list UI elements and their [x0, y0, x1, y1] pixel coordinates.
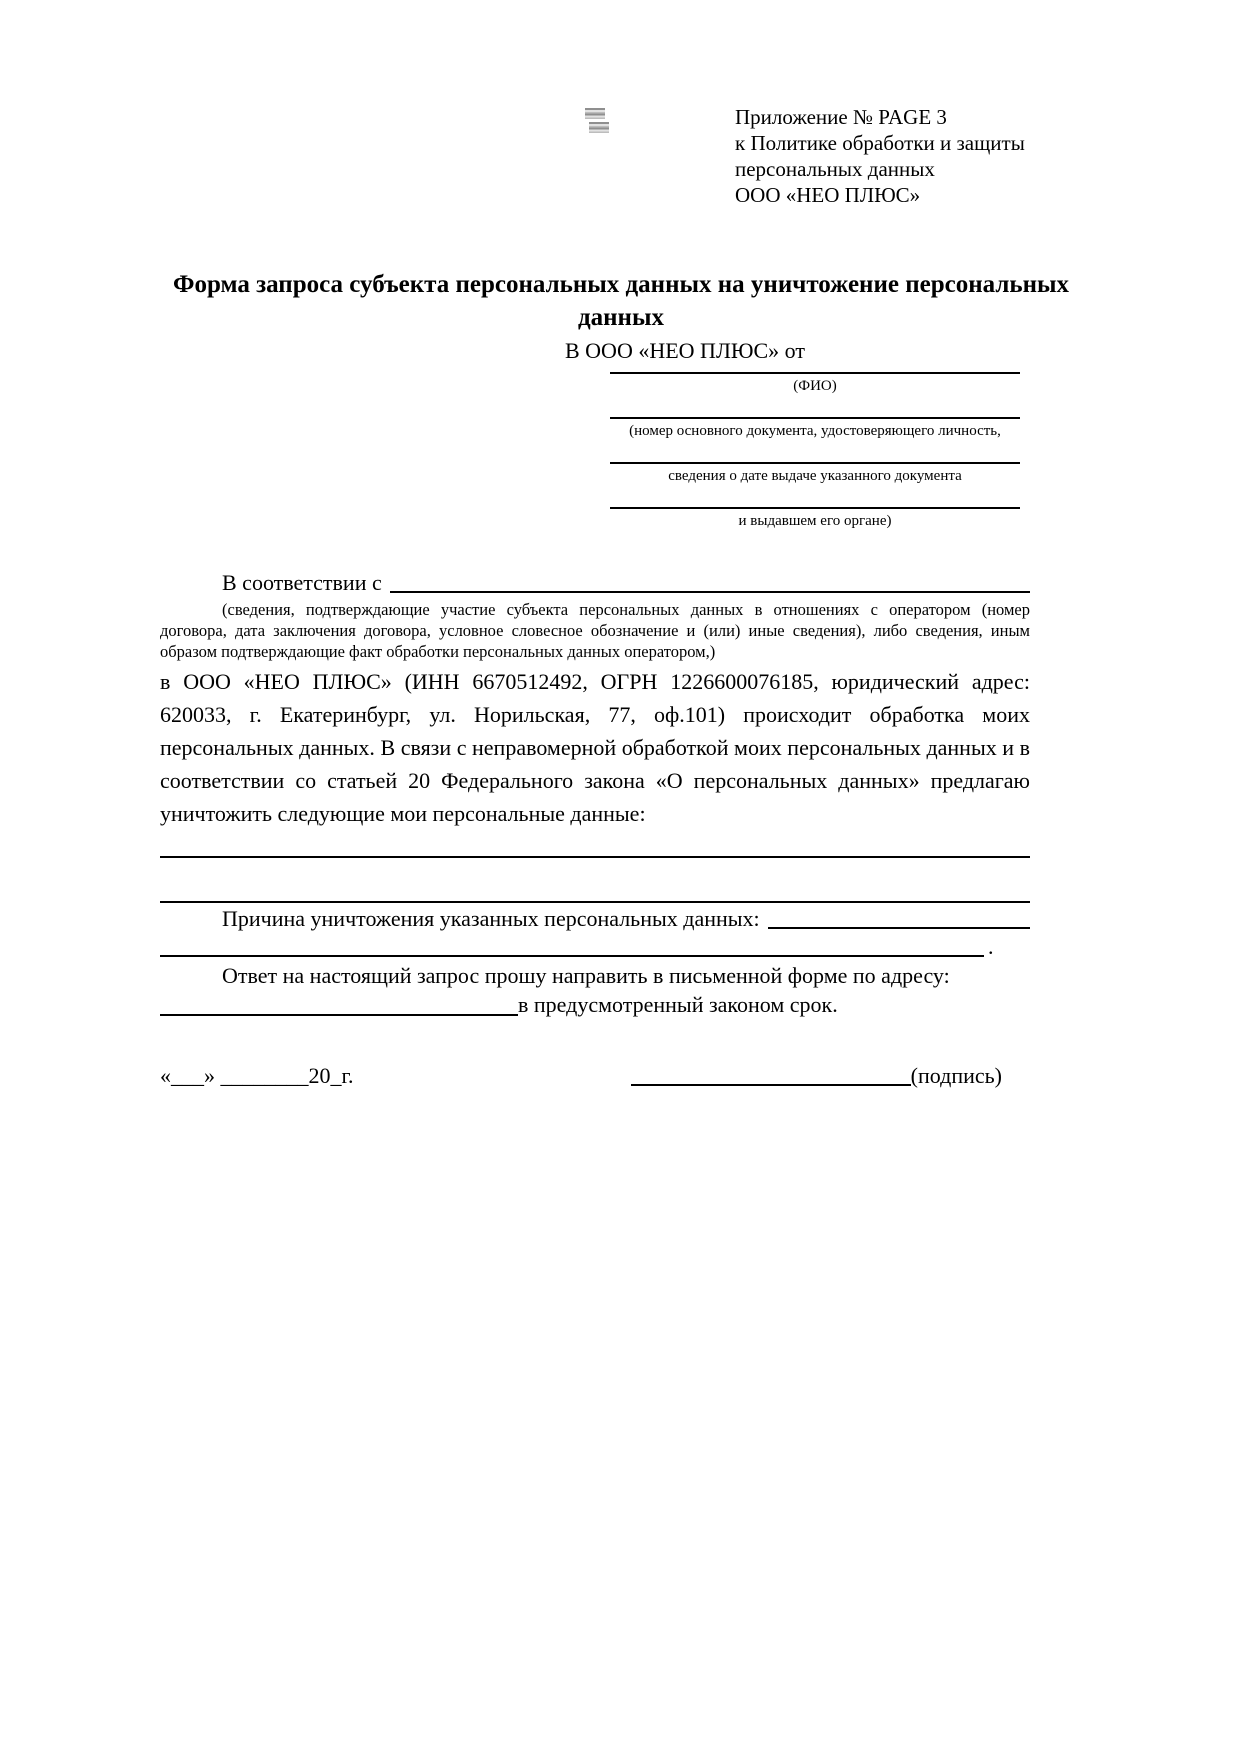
response-line: Ответ на настоящий запрос прошу направить в письменной форме по адресу:	[222, 963, 950, 988]
document-number-caption: (номер основного документа, удостоверяющего личность,	[629, 423, 1001, 439]
issue-date-field	[610, 455, 1020, 486]
issuing-authority-field	[610, 500, 1020, 531]
appendix-line: к Политике обработки и защиты	[735, 131, 1025, 155]
main-paragraph: в ООО «НЕО ПЛЮС» (ИНН 6670512492, ОГРН 1226600076185, юридический адрес: 620033, г. Екатеринбург, ул. Норильская, 77, оф.101) происходит обработка моих персональных данных. В связи с неправомерной обработкой моих персональных данных и в соответствии со статьей 20 Федерального закона «О персональных данных» предлагаю уничтожить следующие мои персональные данные:	[160, 669, 1030, 826]
accordance-label: В соответствии с	[222, 570, 382, 595]
signature-blank-line	[631, 1084, 911, 1086]
appendix-line: Приложение № PAGE 3	[735, 105, 947, 129]
document-title: Форма запроса субъекта персональных данных на уничтожение персональных данных	[172, 271, 1069, 331]
footer-row	[160, 1062, 1030, 1090]
signature-caption: (подпись)	[910, 1063, 1002, 1088]
field-code-icon-bottom	[589, 122, 609, 133]
signature-group	[631, 1062, 1002, 1090]
issuing-authority-caption: и выдавшем его органе)	[738, 513, 892, 529]
document-number-blank-line	[610, 410, 1020, 419]
fio-field	[610, 365, 1020, 396]
field-code-icon	[585, 108, 609, 134]
reason-line-period: .	[988, 934, 994, 959]
reason-label: Причина уничтожения указанных персональных данных:	[222, 906, 760, 931]
date-line: «___» ________20_г.	[160, 1063, 354, 1088]
address-blank-line	[160, 1014, 518, 1016]
addressee-line: В ООО «НЕО ПЛЮС» от	[565, 338, 805, 363]
document-number-field	[610, 410, 1020, 441]
issue-date-blank-line	[610, 455, 1020, 464]
accordance-row	[160, 569, 1030, 597]
issue-date-caption: сведения о дате выдаче указанного документа	[668, 468, 962, 484]
fio-caption: (ФИО)	[793, 378, 837, 394]
response-tail-row	[160, 990, 1030, 1020]
reason-row	[160, 905, 1030, 933]
appendix-header	[735, 0, 1242, 208]
field-code-icon-top	[585, 108, 605, 119]
document-body	[160, 569, 1030, 1090]
data-blank-line-2	[160, 858, 1030, 903]
reason-continuation-blank-line	[160, 955, 984, 957]
issuing-authority-blank-line	[610, 500, 1020, 509]
accordance-blank-line	[390, 591, 1030, 593]
appendix-line: ООО «НЕО ПЛЮС»	[735, 183, 921, 207]
appendix-line: персональных данных	[735, 157, 935, 181]
reason-blank-line	[768, 927, 1030, 929]
reason-continuation-row	[160, 933, 1030, 961]
fio-blank-line	[610, 365, 1020, 374]
accordance-note: (сведения, подтверждающие участие субъекта персональных данных в отношениях с оператором (номер договора, дата заключения договора, условное словесное обозначение и (или) иные сведения), либо сведения, иным образом подтверждающие факт обработки персональных данных оператором,)	[160, 600, 1030, 661]
response-tail-text: в предусмотренный законом срок.	[518, 992, 838, 1017]
addressee-fields	[610, 365, 1020, 531]
